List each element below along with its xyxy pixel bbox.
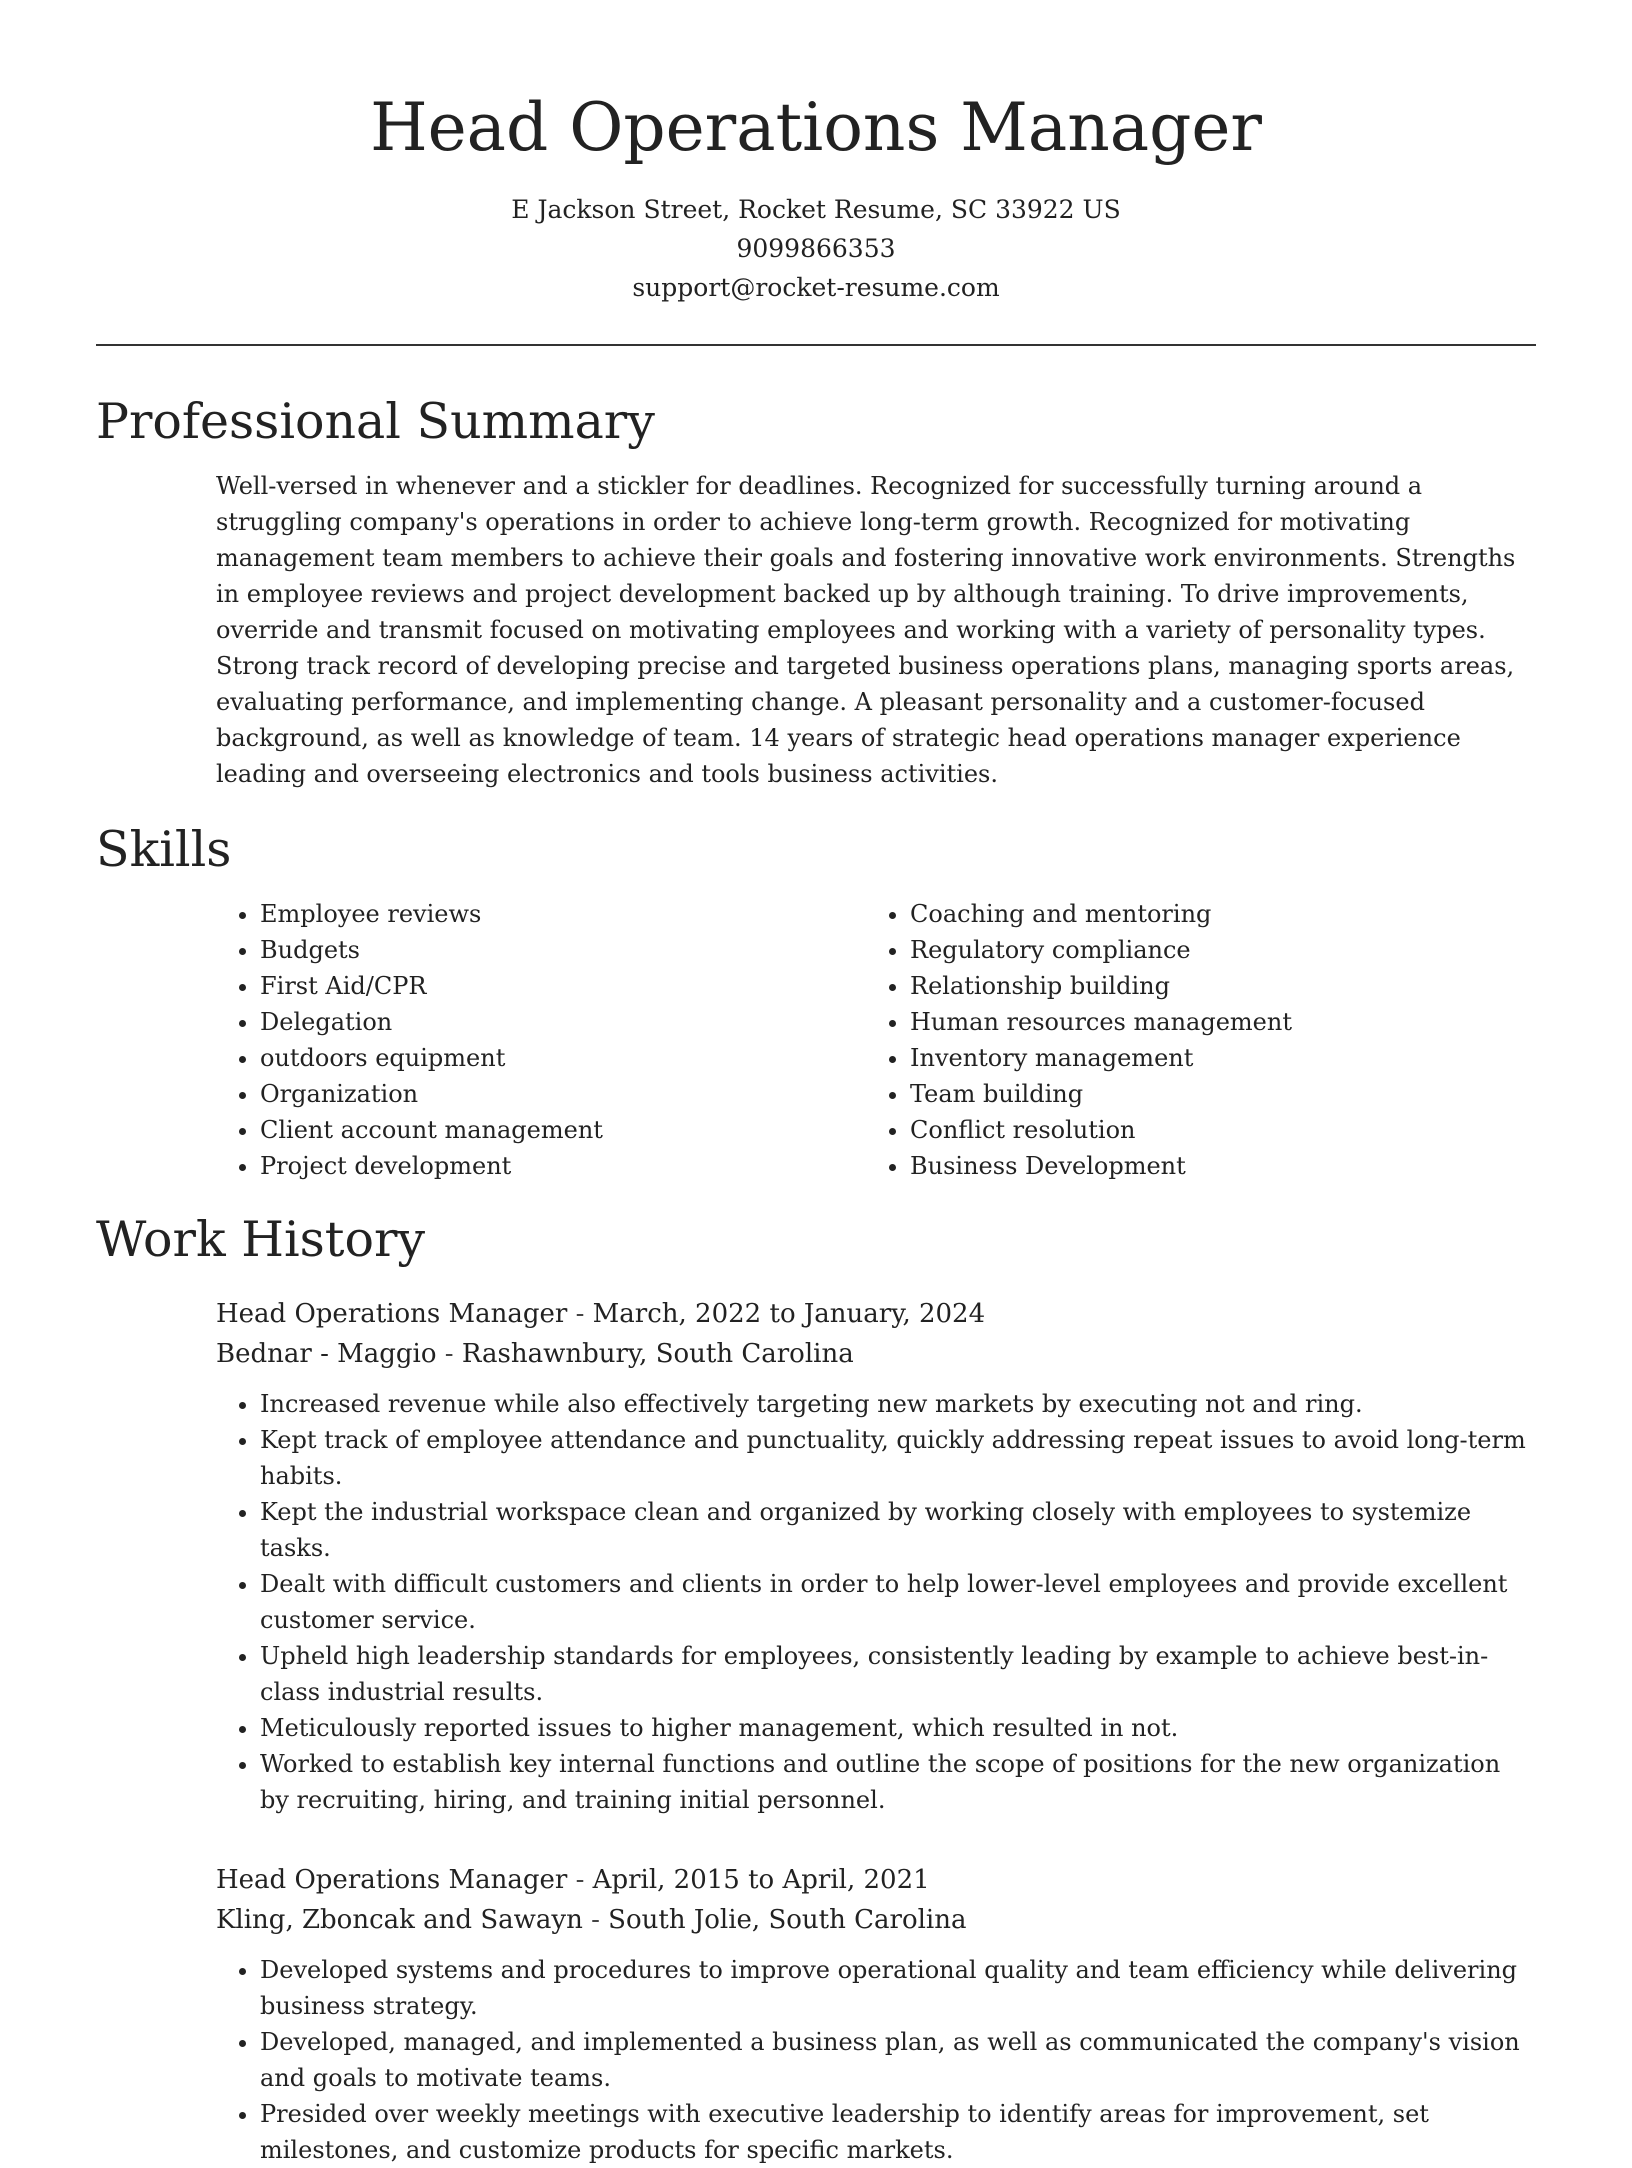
skill-item: • Organization: [260, 1076, 866, 1112]
work-history-heading: Work History: [96, 1211, 426, 1268]
skill-item: • Delegation: [260, 1004, 866, 1040]
skill-item: • Team building: [910, 1076, 1516, 1112]
skill-item: • Project development: [260, 1148, 866, 1184]
job-title-line: [216, 1294, 1536, 1334]
job-dates: March, 2022 to January, 2024: [592, 1299, 986, 1329]
skill-item: • Relationship building: [910, 968, 1516, 1004]
job-dates: April, 2015 to April, 2021: [592, 1865, 930, 1895]
summary-text: Well-versed in whenever and a stickler for deadlines. Recognized for successfully turning around a struggling company's operations in order to achieve long-term growth. Recognized for motivating management team members to achieve their goals and fostering innovative work environments. Strengths in employee reviews and project development backed up by although training. To drive improvements, override and transmit focused on motivating employees and working with a variety of personality types. Strong track record of developing precise and targeted business operations plans, managing sports areas, evaluating performance, and implementing change. A pleasant personality and a customer-focused background, as well as knowledge of team. 14 years of strategic head operations manager experience leading and overseeing electronics and tools business activities.: [216, 472, 1516, 788]
job-title-line: [216, 1860, 1536, 1900]
skill-item: • Inventory management: [910, 1040, 1516, 1076]
job-location: South Jolie, South Carolina: [608, 1905, 967, 1935]
summary-section: [0, 390, 1632, 792]
separator: -: [567, 1865, 593, 1895]
summary-heading: Professional Summary: [96, 393, 655, 450]
skill-item: • Regulatory compliance: [910, 932, 1516, 968]
job-company: Bednar - Maggio: [216, 1339, 437, 1369]
skills-heading: Skills: [96, 821, 232, 878]
job-duties-list: [216, 1386, 1536, 1818]
contact-email: support@rocket-resume.com: [632, 273, 1000, 302]
job-duty: • Kept the industrial workspace clean and organized by working closely with employees to systemize tasks.: [260, 1494, 1536, 1566]
job-company-line: [216, 1900, 1536, 1940]
job-duty: • Kept track of employee attendance and punctuality, quickly addressing repeat issues to avoid long-term habits.: [260, 1422, 1536, 1494]
skill-item: • Business Development: [910, 1148, 1516, 1184]
job-duty: • Developed, managed, and implemented a business plan, as well as communicated the company's vision and goals to motivate teams.: [260, 2024, 1536, 2096]
job-duty: • Upheld high leadership standards for employees, consistently leading by example to achieve best-in-class industrial results.: [260, 1638, 1536, 1710]
skills-section: [0, 818, 1632, 1184]
skill-item: • Conflict resolution: [910, 1112, 1516, 1148]
candidate-name: Head Operations Manager: [370, 89, 1262, 166]
skill-item: • Coaching and mentoring: [910, 896, 1516, 932]
job-duty: • Worked to establish key internal functions and outline the scope of positions for the new organization by recruiting, hiring, and training initial personnel.: [260, 1746, 1536, 1818]
skill-item: • Employee reviews: [260, 896, 866, 932]
resume-header: [0, 0, 1632, 307]
job-duties-list: [216, 1952, 1536, 2168]
separator: -: [567, 1299, 593, 1329]
skill-item: • outdoors equipment: [260, 1040, 866, 1076]
separator: -: [582, 1905, 609, 1935]
skill-item: • First Aid/CPR: [260, 968, 866, 1004]
separator: -: [436, 1339, 462, 1369]
skills-list-left: [216, 896, 866, 1184]
job-duty: • Dealt with difficult customers and clients in order to help lower-level employees and provide excellent customer service.: [260, 1566, 1536, 1638]
job-entry: [216, 1294, 1536, 1818]
job-company-line: [216, 1334, 1536, 1374]
skill-item: • Client account management: [260, 1112, 866, 1148]
skills-list-right: [866, 896, 1516, 1184]
contact-address: E Jackson Street, Rocket Resume, SC 33922 US: [511, 195, 1121, 224]
skills-grid: [216, 896, 1536, 1184]
job-role: Head Operations Manager: [216, 1865, 568, 1895]
skill-item: • Human resources management: [910, 1004, 1516, 1040]
header-divider: [96, 344, 1536, 346]
job-location: Rashawnbury, South Carolina: [461, 1339, 854, 1369]
skill-item: • Budgets: [260, 932, 866, 968]
job-company: Kling, Zboncak and Sawayn: [216, 1905, 583, 1935]
contact-phone: 9099866353: [736, 234, 896, 263]
job-duty: • Presided over weekly meetings with executive leadership to identify areas for improvement, set milestones, and customize products for specific markets.: [260, 2096, 1536, 2168]
job-role: Head Operations Manager: [216, 1299, 568, 1329]
job-duty: • Meticulously reported issues to higher management, which resulted in not.: [260, 1710, 1536, 1746]
job-duty: • Developed systems and procedures to improve operational quality and team efficiency while delivering business strategy.: [260, 1952, 1536, 2024]
contact-info: [0, 190, 1632, 307]
job-entry: [216, 1860, 1536, 2168]
job-duty: • Increased revenue while also effectively targeting new markets by executing not and ring.: [260, 1386, 1536, 1422]
work-history-section: [0, 1208, 1632, 2168]
